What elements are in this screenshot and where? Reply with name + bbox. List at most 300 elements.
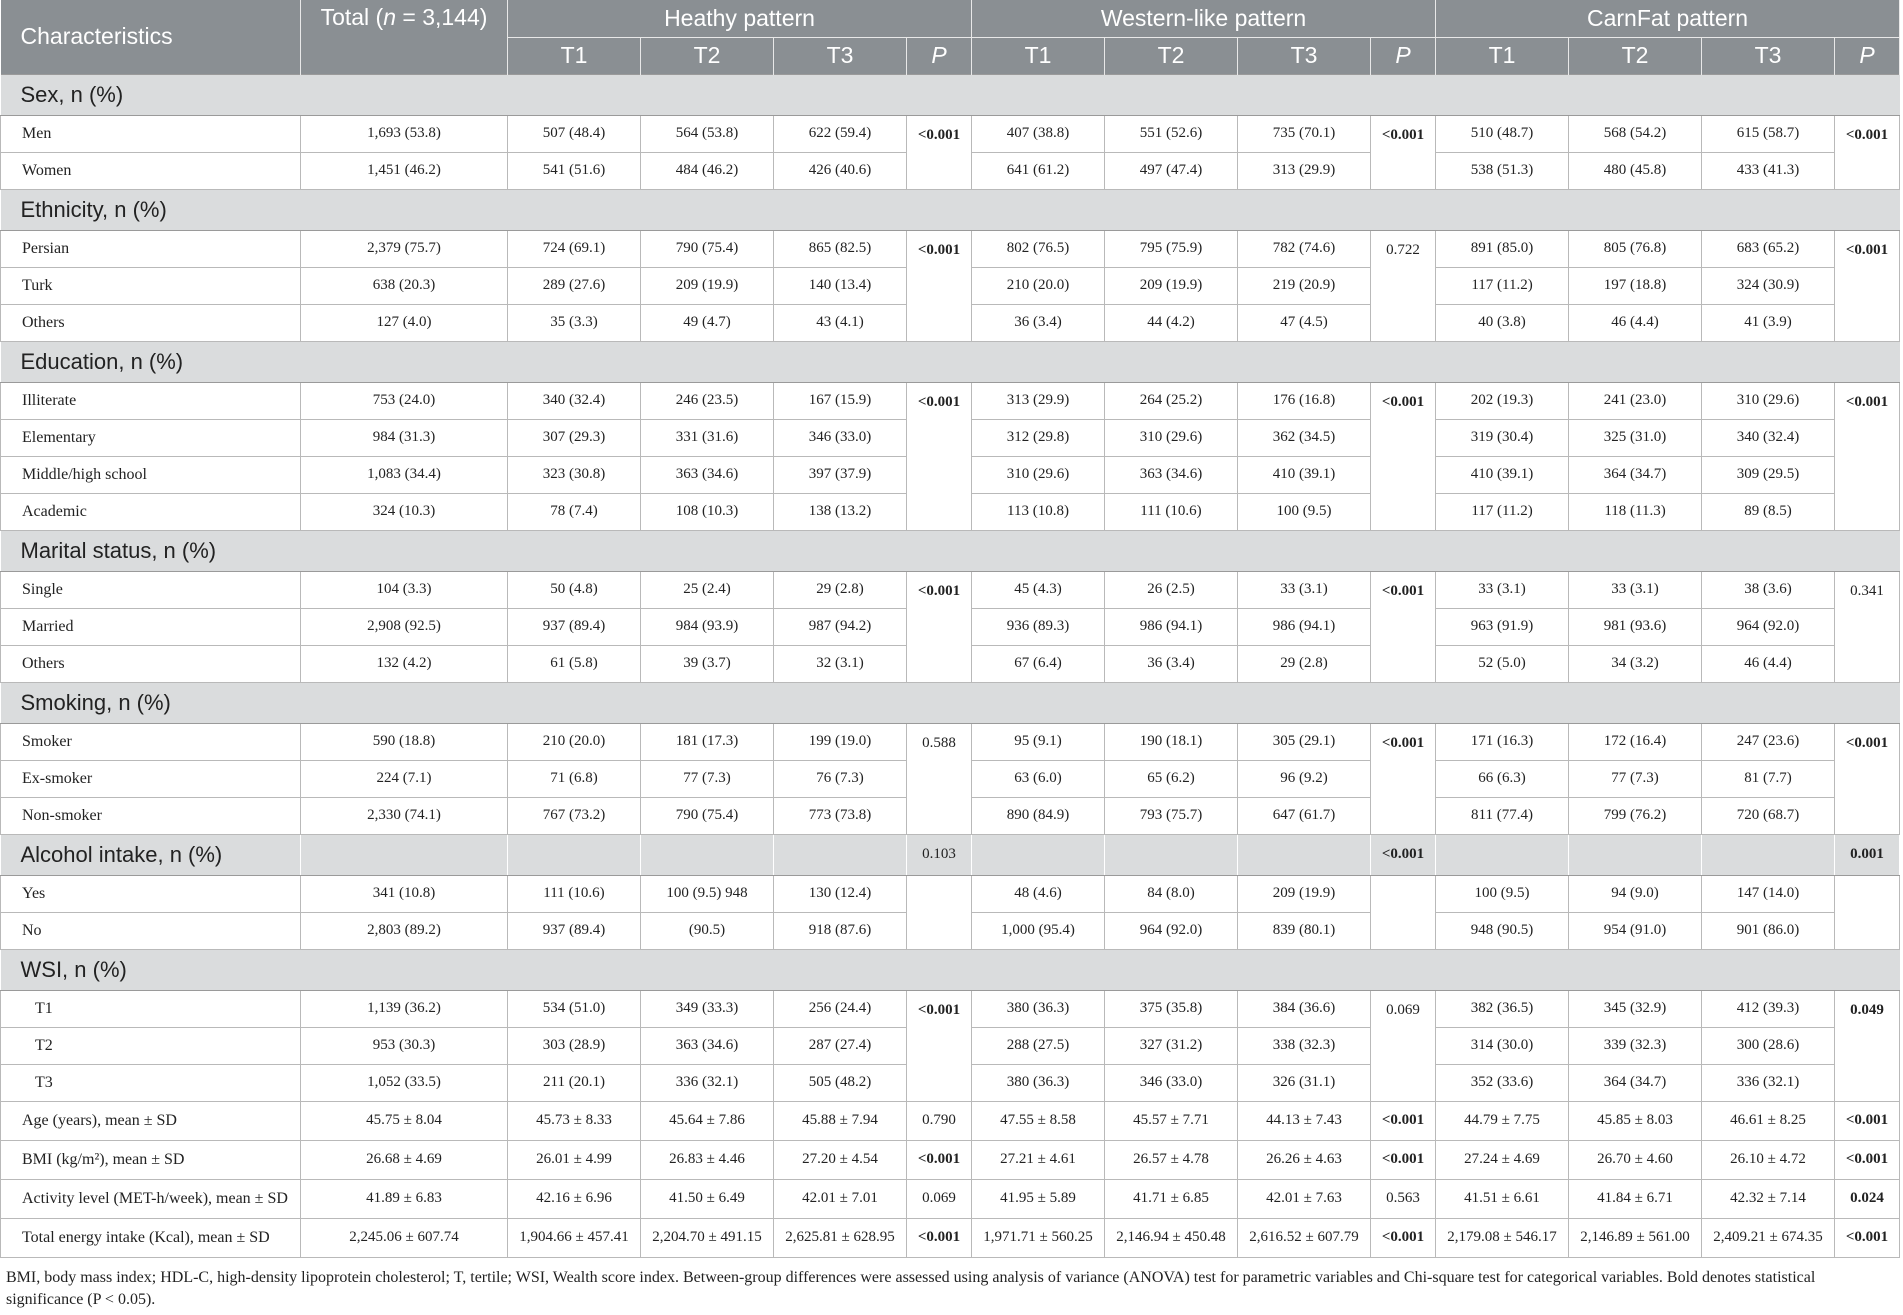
row-label: Married [1, 608, 301, 645]
cell-total: 1,693 (53.8) [301, 115, 508, 152]
cell-western-t3: 96 (9.2) [1238, 760, 1371, 797]
cell-western-t1: 1,971.71 ± 560.25 [972, 1218, 1105, 1257]
cell-carnfat-t1: 538 (51.3) [1436, 152, 1569, 189]
cell-total: 45.75 ± 8.04 [301, 1101, 508, 1140]
cell-carnfat-t2: 805 (76.8) [1569, 230, 1702, 267]
cell-western-t2: 36 (3.4) [1105, 645, 1238, 682]
cell-healthy-t2: 26.83 ± 4.46 [641, 1140, 774, 1179]
cell-healthy-p: <0.001 [907, 1218, 972, 1257]
cell-healthy-t2: 2,204.70 ± 491.15 [641, 1218, 774, 1257]
cell-healthy-t1: 307 (29.3) [508, 419, 641, 456]
cell-western-t3: 100 (9.5) [1238, 493, 1371, 530]
header-t1: T1 [972, 37, 1105, 74]
section-row [1, 341, 1900, 382]
section-wsi: WSI, n (%) [1, 949, 1900, 990]
cell-healthy-t1: 78 (7.4) [508, 493, 641, 530]
cell-carnfat-p: <0.001 [1835, 382, 1900, 530]
cell-carnfat-t1: 66 (6.3) [1436, 760, 1569, 797]
cell-carnfat-t3: 340 (32.4) [1702, 419, 1835, 456]
cell-western-t1: 27.21 ± 4.61 [972, 1140, 1105, 1179]
section-row [1, 530, 1900, 571]
cell-western-t1: 67 (6.4) [972, 645, 1105, 682]
cell-carnfat-t1: 510 (48.7) [1436, 115, 1569, 152]
cell-healthy-t3: 43 (4.1) [774, 304, 907, 341]
cell-total: 638 (20.3) [301, 267, 508, 304]
cell-healthy-p [907, 875, 972, 949]
cell-western-t3: 986 (94.1) [1238, 608, 1371, 645]
section-smoking: Smoking, n (%) [1, 682, 1900, 723]
cell-healthy-t1: 71 (6.8) [508, 760, 641, 797]
cell-total: 1,451 (46.2) [301, 152, 508, 189]
cell-healthy-t2: 49 (4.7) [641, 304, 774, 341]
cell-western-t2: 793 (75.7) [1105, 797, 1238, 834]
cell-healthy-t3: 918 (87.6) [774, 912, 907, 949]
row-label: Age (years), mean ± SD [1, 1101, 301, 1140]
cell-carnfat-t2: 197 (18.8) [1569, 267, 1702, 304]
cell-carnfat-t1: 352 (33.6) [1436, 1064, 1569, 1101]
cell-western-t2: 44 (4.2) [1105, 304, 1238, 341]
cell-healthy-t1: 35 (3.3) [508, 304, 641, 341]
cell-carnfat-t2: 2,146.89 ± 561.00 [1569, 1218, 1702, 1257]
cell-carnfat-t2: 799 (76.2) [1569, 797, 1702, 834]
row-label: Middle/high school [1, 456, 301, 493]
cell-carnfat-t2: 77 (7.3) [1569, 760, 1702, 797]
cell-western-t1: 1,000 (95.4) [972, 912, 1105, 949]
cell-carnfat-t3: 89 (8.5) [1702, 493, 1835, 530]
cell-carnfat-t3: 433 (41.3) [1702, 152, 1835, 189]
cell-western-t1: 312 (29.8) [972, 419, 1105, 456]
cell-carnfat-t3: 964 (92.0) [1702, 608, 1835, 645]
cell-healthy-t1: 303 (28.9) [508, 1027, 641, 1064]
cell-healthy-t1: 937 (89.4) [508, 912, 641, 949]
cell-western-t2: 795 (75.9) [1105, 230, 1238, 267]
cell-western-t1: 310 (29.6) [972, 456, 1105, 493]
cell-carnfat-t2: 94 (9.0) [1569, 875, 1702, 912]
cell-carnfat-t1: 382 (36.5) [1436, 990, 1569, 1027]
cell-carnfat-t2: 46 (4.4) [1569, 304, 1702, 341]
cell-western-t1: 41.95 ± 5.89 [972, 1179, 1105, 1218]
row-label: Activity level (MET-h/week), mean ± SD [1, 1179, 301, 1218]
cell-healthy-p: <0.001 [907, 571, 972, 682]
cell-total: 2,245.06 ± 607.74 [301, 1218, 508, 1257]
cell-western-t1: 380 (36.3) [972, 1064, 1105, 1101]
cell-healthy-p: <0.001 [907, 115, 972, 189]
cell-healthy-t2: 209 (19.9) [641, 267, 774, 304]
cell-carnfat-t2: 568 (54.2) [1569, 115, 1702, 152]
cell-healthy-p: 0.069 [907, 1179, 972, 1218]
cell-western-t3: 326 (31.1) [1238, 1064, 1371, 1101]
row-label: Ex-smoker [1, 760, 301, 797]
cell-carnfat-t3: 38 (3.6) [1702, 571, 1835, 608]
section-sex: Sex, n (%) [1, 74, 1900, 115]
cell-total: 1,083 (34.4) [301, 456, 508, 493]
cell-carnfat-t3: 720 (68.7) [1702, 797, 1835, 834]
cell-total: 132 (4.2) [301, 645, 508, 682]
cell-western-t1: 95 (9.1) [972, 723, 1105, 760]
cell-western-t2: 551 (52.6) [1105, 115, 1238, 152]
cell-carnfat-p: <0.001 [1835, 230, 1900, 341]
cell-healthy-t2: 363 (34.6) [641, 1027, 774, 1064]
alcohol-p-western: <0.001 [1371, 834, 1436, 875]
empty-cell [508, 834, 641, 875]
cell-western-p: 0.563 [1371, 1179, 1436, 1218]
cell-carnfat-t1: 319 (30.4) [1436, 419, 1569, 456]
cell-western-t3: 33 (3.1) [1238, 571, 1371, 608]
cell-western-p: <0.001 [1371, 115, 1436, 189]
cell-western-t3: 209 (19.9) [1238, 875, 1371, 912]
cell-total: 324 (10.3) [301, 493, 508, 530]
cell-healthy-t1: 42.16 ± 6.96 [508, 1179, 641, 1218]
cell-total: 2,379 (75.7) [301, 230, 508, 267]
cell-total: 26.68 ± 4.69 [301, 1140, 508, 1179]
cell-healthy-t3: 622 (59.4) [774, 115, 907, 152]
cell-western-t3: 176 (16.8) [1238, 382, 1371, 419]
cell-western-p: <0.001 [1371, 571, 1436, 682]
cell-healthy-t1: 1,904.66 ± 457.41 [508, 1218, 641, 1257]
cell-western-p: <0.001 [1371, 723, 1436, 834]
empty-cell [972, 834, 1105, 875]
section-row [1, 74, 1900, 115]
cell-western-t3: 42.01 ± 7.63 [1238, 1179, 1371, 1218]
cell-carnfat-t2: 172 (16.4) [1569, 723, 1702, 760]
header-t2: T2 [1105, 37, 1238, 74]
cell-carnfat-t3: 2,409.21 ± 674.35 [1702, 1218, 1835, 1257]
cell-western-p: 0.069 [1371, 990, 1436, 1101]
cell-healthy-t1: 211 (20.1) [508, 1064, 641, 1101]
cell-carnfat-p: <0.001 [1835, 723, 1900, 834]
cell-western-t3: 2,616.52 ± 607.79 [1238, 1218, 1371, 1257]
cell-western-t3: 26.26 ± 4.63 [1238, 1140, 1371, 1179]
cell-western-t2: 65 (6.2) [1105, 760, 1238, 797]
cell-total: 984 (31.3) [301, 419, 508, 456]
empty-cell [1702, 834, 1835, 875]
cell-carnfat-t2: 364 (34.7) [1569, 456, 1702, 493]
cell-healthy-t1: 61 (5.8) [508, 645, 641, 682]
cell-carnfat-p: <0.001 [1835, 115, 1900, 189]
cell-total: 2,330 (74.1) [301, 797, 508, 834]
cell-healthy-t3: 130 (12.4) [774, 875, 907, 912]
cell-western-t1: 407 (38.8) [972, 115, 1105, 152]
cell-carnfat-t1: 33 (3.1) [1436, 571, 1569, 608]
cell-healthy-t2: 984 (93.9) [641, 608, 774, 645]
cell-healthy-t3: 45.88 ± 7.94 [774, 1101, 907, 1140]
cell-western-t2: 264 (25.2) [1105, 382, 1238, 419]
cell-healthy-t3: 167 (15.9) [774, 382, 907, 419]
cell-total: 1,052 (33.5) [301, 1064, 508, 1101]
cell-carnfat-t2: 480 (45.8) [1569, 152, 1702, 189]
cell-western-t3: 313 (29.9) [1238, 152, 1371, 189]
table-row [1, 990, 1900, 1027]
row-label: Smoker [1, 723, 301, 760]
cell-carnfat-t3: 46.61 ± 8.25 [1702, 1101, 1835, 1140]
cell-carnfat-t2: 954 (91.0) [1569, 912, 1702, 949]
cell-western-t2: 327 (31.2) [1105, 1027, 1238, 1064]
cell-western-t2: 26.57 ± 4.78 [1105, 1140, 1238, 1179]
row-label: BMI (kg/m²), mean ± SD [1, 1140, 301, 1179]
cell-western-t2: 363 (34.6) [1105, 456, 1238, 493]
cell-healthy-t1: 724 (69.1) [508, 230, 641, 267]
cell-western-t1: 113 (10.8) [972, 493, 1105, 530]
cell-healthy-t2: 246 (23.5) [641, 382, 774, 419]
cell-western-t1: 45 (4.3) [972, 571, 1105, 608]
cell-healthy-t3: 32 (3.1) [774, 645, 907, 682]
cell-healthy-t2: 484 (46.2) [641, 152, 774, 189]
table-body [1, 74, 1900, 1257]
cell-western-t2: 111 (10.6) [1105, 493, 1238, 530]
row-label: Non-smoker [1, 797, 301, 834]
cell-healthy-t1: 210 (20.0) [508, 723, 641, 760]
row-label: Total energy intake (Kcal), mean ± SD [1, 1218, 301, 1257]
cell-healthy-t2: 790 (75.4) [641, 230, 774, 267]
header-t1: T1 [508, 37, 641, 74]
cell-carnfat-p: 0.024 [1835, 1179, 1900, 1218]
table-row [1, 1140, 1900, 1179]
footnote: BMI, body mass index; HDL-C, high-density lipoprotein cholesterol; T, tertile; WSI, Wealth score index. Between-group differences were assessed using analysis of variance (ANOVA) test for parametric variables and Chi-square test for categorical variables. Bold denotes statistical significance (P < 0.05). [6, 1269, 1816, 1308]
cell-western-t1: 936 (89.3) [972, 608, 1105, 645]
cell-western-t2: 310 (29.6) [1105, 419, 1238, 456]
section-row [1, 189, 1900, 230]
cell-carnfat-p: <0.001 [1835, 1218, 1900, 1257]
cell-carnfat-t3: 147 (14.0) [1702, 875, 1835, 912]
cell-healthy-t1: 45.73 ± 8.33 [508, 1101, 641, 1140]
header-t3: T3 [1702, 37, 1835, 74]
cell-western-t1: 47.55 ± 8.58 [972, 1101, 1105, 1140]
cell-western-t1: 802 (76.5) [972, 230, 1105, 267]
header-total: Total (n = 3,144) [301, 0, 508, 74]
cell-healthy-t1: 340 (32.4) [508, 382, 641, 419]
section-alcohol: Alcohol intake, n (%) [1, 834, 301, 875]
cell-carnfat-t1: 2,179.08 ± 546.17 [1436, 1218, 1569, 1257]
cell-carnfat-t1: 41.51 ± 6.61 [1436, 1179, 1569, 1218]
cell-carnfat-t2: 45.85 ± 8.03 [1569, 1101, 1702, 1140]
row-label: Turk [1, 267, 301, 304]
row-label: Men [1, 115, 301, 152]
cell-carnfat-t1: 100 (9.5) [1436, 875, 1569, 912]
cell-western-t1: 36 (3.4) [972, 304, 1105, 341]
cell-total: 41.89 ± 6.83 [301, 1179, 508, 1218]
cell-carnfat-t1: 811 (77.4) [1436, 797, 1569, 834]
cell-healthy-t1: 534 (51.0) [508, 990, 641, 1027]
cell-healthy-t1: 111 (10.6) [508, 875, 641, 912]
cell-total: 953 (30.3) [301, 1027, 508, 1064]
cell-western-t3: 219 (20.9) [1238, 267, 1371, 304]
cell-healthy-t3: 505 (48.2) [774, 1064, 907, 1101]
cell-healthy-t2: 790 (75.4) [641, 797, 774, 834]
header-t2: T2 [641, 37, 774, 74]
section-row [1, 949, 1900, 990]
cell-carnfat-t3: 901 (86.0) [1702, 912, 1835, 949]
cell-western-t3: 839 (80.1) [1238, 912, 1371, 949]
cell-healthy-t1: 541 (51.6) [508, 152, 641, 189]
cell-carnfat-t2: 33 (3.1) [1569, 571, 1702, 608]
table-row [1, 723, 1900, 760]
cell-western-p: 0.722 [1371, 230, 1436, 341]
cell-western-t3: 47 (4.5) [1238, 304, 1371, 341]
cell-carnfat-t1: 171 (16.3) [1436, 723, 1569, 760]
cell-carnfat-t3: 412 (39.3) [1702, 990, 1835, 1027]
cell-western-t3: 44.13 ± 7.43 [1238, 1101, 1371, 1140]
cell-western-p [1371, 875, 1436, 949]
cell-western-t2: 497 (47.4) [1105, 152, 1238, 189]
cell-western-t2: 986 (94.1) [1105, 608, 1238, 645]
cell-western-t2: 26 (2.5) [1105, 571, 1238, 608]
cell-healthy-t3: 773 (73.8) [774, 797, 907, 834]
cell-healthy-t3: 138 (13.2) [774, 493, 907, 530]
cell-western-t1: 313 (29.9) [972, 382, 1105, 419]
cell-carnfat-t1: 202 (19.3) [1436, 382, 1569, 419]
cell-carnfat-t2: 364 (34.7) [1569, 1064, 1702, 1101]
cell-carnfat-t1: 40 (3.8) [1436, 304, 1569, 341]
cell-healthy-t2: 564 (53.8) [641, 115, 774, 152]
cell-western-t1: 890 (84.9) [972, 797, 1105, 834]
cell-healthy-t2: 100 (9.5) 948 [641, 875, 774, 912]
cell-carnfat-t1: 44.79 ± 7.75 [1436, 1101, 1569, 1140]
cell-healthy-t3: 426 (40.6) [774, 152, 907, 189]
cell-carnfat-t1: 117 (11.2) [1436, 493, 1569, 530]
cell-western-t2: 964 (92.0) [1105, 912, 1238, 949]
cell-healthy-t3: 287 (27.4) [774, 1027, 907, 1064]
alcohol-p-healthy: 0.103 [907, 834, 972, 875]
section-row [1, 682, 1900, 723]
row-label: Persian [1, 230, 301, 267]
cell-western-t1: 210 (20.0) [972, 267, 1105, 304]
cell-healthy-t3: 865 (82.5) [774, 230, 907, 267]
cell-carnfat-t2: 34 (3.2) [1569, 645, 1702, 682]
row-label: Yes [1, 875, 301, 912]
cell-western-t3: 410 (39.1) [1238, 456, 1371, 493]
cell-healthy-t3: 346 (33.0) [774, 419, 907, 456]
cell-healthy-t3: 42.01 ± 7.01 [774, 1179, 907, 1218]
cell-western-t2: 2,146.94 ± 450.48 [1105, 1218, 1238, 1257]
header-row-1 [1, 0, 1900, 37]
cell-carnfat-t3: 46 (4.4) [1702, 645, 1835, 682]
cell-carnfat-t1: 410 (39.1) [1436, 456, 1569, 493]
header-t3: T3 [774, 37, 907, 74]
cell-western-t3: 735 (70.1) [1238, 115, 1371, 152]
row-label: T2 [1, 1027, 301, 1064]
cell-carnfat-p [1835, 875, 1900, 949]
cell-healthy-t1: 289 (27.6) [508, 267, 641, 304]
section-ethnicity: Ethnicity, n (%) [1, 189, 1900, 230]
cell-carnfat-t3: 42.32 ± 7.14 [1702, 1179, 1835, 1218]
cell-carnfat-p: 0.341 [1835, 571, 1900, 682]
cell-western-t1: 48 (4.6) [972, 875, 1105, 912]
header-group-healthy: Heathy pattern [508, 0, 972, 37]
cell-western-t2: 84 (8.0) [1105, 875, 1238, 912]
row-label: Women [1, 152, 301, 189]
header-group-carnfat: CarnFat pattern [1436, 0, 1900, 37]
header-p: P [907, 37, 972, 74]
empty-cell [641, 834, 774, 875]
cell-carnfat-t2: 339 (32.3) [1569, 1027, 1702, 1064]
row-label: Others [1, 645, 301, 682]
header-p: P [1835, 37, 1900, 74]
cell-total: 341 (10.8) [301, 875, 508, 912]
cell-carnfat-t1: 117 (11.2) [1436, 267, 1569, 304]
cell-carnfat-t2: 241 (23.0) [1569, 382, 1702, 419]
cell-healthy-t2: 181 (17.3) [641, 723, 774, 760]
cell-carnfat-t3: 300 (28.6) [1702, 1027, 1835, 1064]
cell-healthy-t2: 41.50 ± 6.49 [641, 1179, 774, 1218]
cell-carnfat-p: 0.049 [1835, 990, 1900, 1101]
cell-healthy-p: <0.001 [907, 382, 972, 530]
cell-healthy-p: 0.588 [907, 723, 972, 834]
cell-healthy-t1: 50 (4.8) [508, 571, 641, 608]
row-label: Academic [1, 493, 301, 530]
cell-healthy-t3: 397 (37.9) [774, 456, 907, 493]
row-label: No [1, 912, 301, 949]
cell-healthy-t1: 767 (73.2) [508, 797, 641, 834]
cell-western-t2: 375 (35.8) [1105, 990, 1238, 1027]
table-row [1, 875, 1900, 912]
cell-western-p: <0.001 [1371, 1101, 1436, 1140]
cell-healthy-t2: 77 (7.3) [641, 760, 774, 797]
cell-western-t2: 190 (18.1) [1105, 723, 1238, 760]
table-row [1, 1101, 1900, 1140]
cell-healthy-t1: 507 (48.4) [508, 115, 641, 152]
cell-western-t1: 288 (27.5) [972, 1027, 1105, 1064]
header-t2: T2 [1569, 37, 1702, 74]
cell-western-t2: 346 (33.0) [1105, 1064, 1238, 1101]
cell-western-t3: 305 (29.1) [1238, 723, 1371, 760]
table-row [1, 1179, 1900, 1218]
table-row [1, 115, 1900, 152]
empty-cell [301, 834, 508, 875]
cell-carnfat-t3: 247 (23.6) [1702, 723, 1835, 760]
cell-western-t3: 384 (36.6) [1238, 990, 1371, 1027]
cell-carnfat-t1: 52 (5.0) [1436, 645, 1569, 682]
cell-western-t3: 362 (34.5) [1238, 419, 1371, 456]
cell-carnfat-t3: 310 (29.6) [1702, 382, 1835, 419]
cell-healthy-t3: 987 (94.2) [774, 608, 907, 645]
cell-western-p: <0.001 [1371, 382, 1436, 530]
cell-carnfat-t1: 314 (30.0) [1436, 1027, 1569, 1064]
row-label: Others [1, 304, 301, 341]
cell-western-t3: 29 (2.8) [1238, 645, 1371, 682]
cell-healthy-t3: 2,625.81 ± 628.95 [774, 1218, 907, 1257]
cell-western-t1: 641 (61.2) [972, 152, 1105, 189]
cell-carnfat-t3: 336 (32.1) [1702, 1064, 1835, 1101]
header-t1: T1 [1436, 37, 1569, 74]
cell-healthy-t2: 45.64 ± 7.86 [641, 1101, 774, 1140]
cell-carnfat-t2: 325 (31.0) [1569, 419, 1702, 456]
empty-cell [774, 834, 907, 875]
header-characteristics: Characteristics [1, 0, 301, 74]
cell-healthy-t2: 363 (34.6) [641, 456, 774, 493]
table-row [1, 1218, 1900, 1257]
cell-healthy-p: 0.790 [907, 1101, 972, 1140]
cell-western-p: <0.001 [1371, 1140, 1436, 1179]
cell-carnfat-t1: 27.24 ± 4.69 [1436, 1140, 1569, 1179]
cell-healthy-t3: 27.20 ± 4.54 [774, 1140, 907, 1179]
row-label: Elementary [1, 419, 301, 456]
cell-western-p: <0.001 [1371, 1218, 1436, 1257]
cell-total: 104 (3.3) [301, 571, 508, 608]
cell-healthy-t3: 140 (13.4) [774, 267, 907, 304]
cell-healthy-t3: 256 (24.4) [774, 990, 907, 1027]
cell-total: 2,803 (89.2) [301, 912, 508, 949]
cell-carnfat-t3: 26.10 ± 4.72 [1702, 1140, 1835, 1179]
header-p: P [1371, 37, 1436, 74]
cell-carnfat-t2: 118 (11.3) [1569, 493, 1702, 530]
cell-carnfat-t2: 345 (32.9) [1569, 990, 1702, 1027]
row-label: T1 [1, 990, 301, 1027]
cell-total: 127 (4.0) [301, 304, 508, 341]
table-row [1, 382, 1900, 419]
cell-western-t3: 338 (32.3) [1238, 1027, 1371, 1064]
cell-healthy-t2: (90.5) [641, 912, 774, 949]
cell-carnfat-t2: 981 (93.6) [1569, 608, 1702, 645]
